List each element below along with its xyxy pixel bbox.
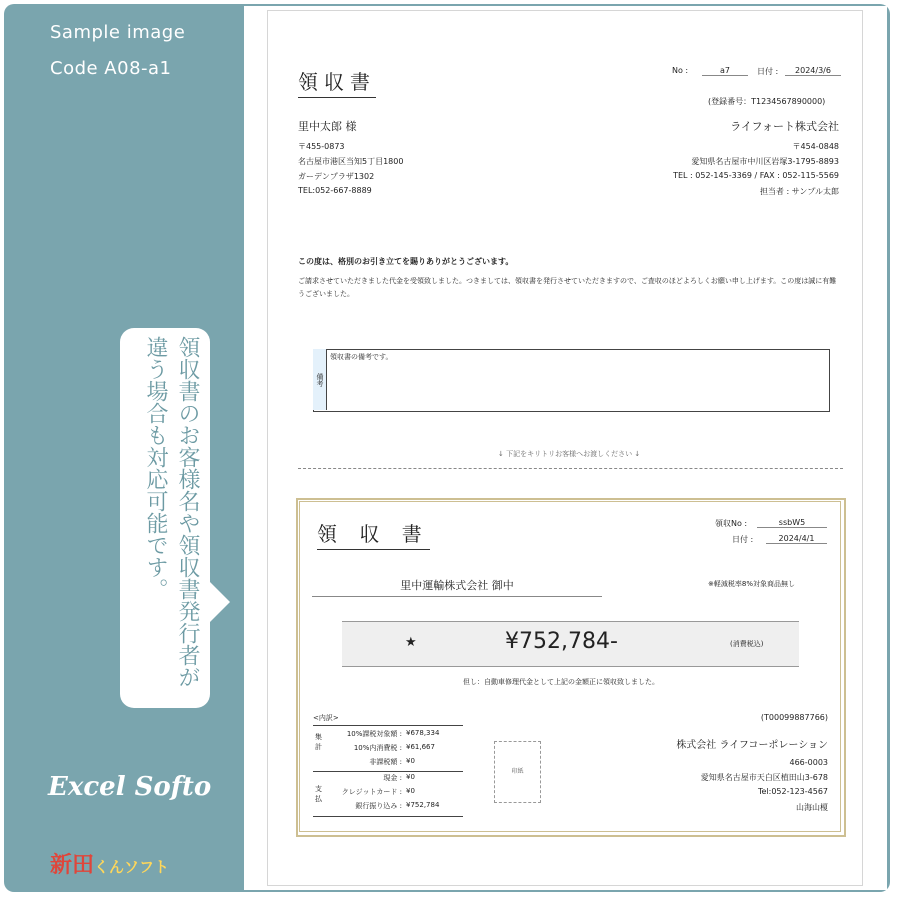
summary-row-value: ¥0 <box>406 757 415 765</box>
receipt2-tax-note: ※軽減税率8%対象商品無し <box>708 580 795 588</box>
brand-name: Excel Softo <box>48 772 212 802</box>
payment-row-value: ¥752,784 <box>406 801 440 809</box>
receipt2-amount: ¥752,784- <box>505 629 618 654</box>
receipt-date-label: 日付 : <box>757 67 779 76</box>
summary-row-value: ¥61,667 <box>406 743 435 751</box>
cut-line <box>298 468 843 469</box>
payment-row-label: 現金 : <box>383 774 402 782</box>
receipt2-date-value: 2024/4/1 <box>766 534 827 544</box>
payment-row-value: ¥0 <box>406 773 415 781</box>
callout-tip <box>208 580 230 624</box>
star-mark: ★ <box>405 635 417 650</box>
tax-included: (消費税込) <box>730 640 764 648</box>
receipt-no-value: a7 <box>702 66 748 76</box>
receipt2-issuer-registration: (T00099887766) <box>760 713 828 722</box>
receipt2-customer: 里中運輸株式会社 御中 <box>312 577 602 597</box>
proviso: 但し：自動車修理代金として上記の金額正に領収致しました。 <box>463 678 659 686</box>
payment-row-label: クレジットカード : <box>341 788 402 796</box>
breakdown-mid-rule <box>313 771 463 772</box>
message-line1: ご請求させていただきました代金を受領致しました。つきましては、領収書を発行させていただきますので、ご査収のほどよろしくお願い申し上げます。この度は誠に有難 <box>298 277 837 285</box>
registration-number: (登録番号：T1234567890000) <box>708 97 826 106</box>
customer-address1: 名古屋市港区当知5丁目1800 <box>298 157 404 166</box>
receipt2-issuer-person: 山海山榎 <box>796 803 828 812</box>
callout-text: 領収書のお客様名や領収書発行者が違う場合も対応可能です。 <box>143 336 200 688</box>
summary-row-label: 非課税額 : <box>369 758 402 766</box>
payment-row-0 <box>330 773 460 787</box>
payment-label: 支払 <box>315 785 322 803</box>
issuer-address: 愛知県名古屋市中川区岩塚3-1795-8893 <box>691 157 839 166</box>
remarks-text: 領収書の備考です。 <box>330 353 393 361</box>
receipt2-issuer-address: 愛知県名古屋市天白区植田山3-678 <box>700 773 828 782</box>
sample-label: Sample image <box>50 22 186 43</box>
logo <box>50 848 169 879</box>
receipt-no-label: No : <box>672 66 689 75</box>
summary-row-1 <box>330 743 460 757</box>
remarks-label: 備考 <box>313 349 327 410</box>
payment-row-label: 銀行振り込み : <box>355 802 402 810</box>
summary-row-label: 10%内消費税 : <box>353 744 402 752</box>
message-line2: うございました。 <box>298 290 354 298</box>
receipt-date-value: 2024/3/6 <box>785 66 841 76</box>
code-label: Code A08-a1 <box>50 58 172 79</box>
payment-rows <box>330 773 460 815</box>
summary-label: 集計 <box>315 733 322 751</box>
breakdown-top-rule <box>313 725 463 726</box>
receipt2-date-label: 日付 : <box>732 535 754 544</box>
customer-tel: TEL:052-667-8889 <box>298 186 372 195</box>
customer-zip: 〒455-0873 <box>298 142 345 151</box>
receipt2-title: 領 収 書 <box>317 518 430 550</box>
revenue-stamp-box: 印紙 <box>494 741 541 803</box>
breakdown-label: <内訳> <box>313 714 339 722</box>
summary-row-0 <box>330 729 460 743</box>
issuer-name: ライフォート株式会社 <box>730 120 839 133</box>
logo-main: 新田 <box>50 853 95 878</box>
breakdown-bottom-rule <box>313 816 463 817</box>
receipt-title: 領収書 <box>298 66 376 98</box>
summary-row <box>330 729 460 771</box>
payment-row-value: ¥0 <box>406 787 415 795</box>
cut-instruction: ↓ 下記をキリトリお客様へお渡しください ↓ <box>498 450 641 458</box>
receipt2-issuer-tel: Tel:052-123-4567 <box>757 787 828 796</box>
customer-address2: ガーデンプラザ1302 <box>298 172 375 181</box>
issuer-telfax: TEL : 052-145-3369 / FAX : 052-115-5569 <box>673 171 839 180</box>
customer-name: 里中太郎 様 <box>298 120 357 133</box>
payment-row-2 <box>330 801 460 815</box>
receipt2-no-label: 領収No : <box>715 519 748 528</box>
issuer-person: 担当者 : サンプル太郎 <box>759 187 839 196</box>
greeting: この度は、格別のお引き立てを賜りありがとうございます。 <box>298 257 514 266</box>
receipt2-no-value: ssbW5 <box>757 518 827 528</box>
receipt2-issuer-zip: 466-0003 <box>789 758 828 767</box>
summary-row-value: ¥678,334 <box>406 729 440 737</box>
summary-row-label: 10%課税対象額 : <box>346 730 402 738</box>
issuer-zip: 〒454-0848 <box>792 142 839 151</box>
receipt2-issuer-name: 株式会社 ライフコーポレーション <box>676 740 828 751</box>
summary-row-2 <box>330 757 460 771</box>
payment-row-1 <box>330 787 460 801</box>
logo-sub: くんソフト <box>94 858 170 876</box>
